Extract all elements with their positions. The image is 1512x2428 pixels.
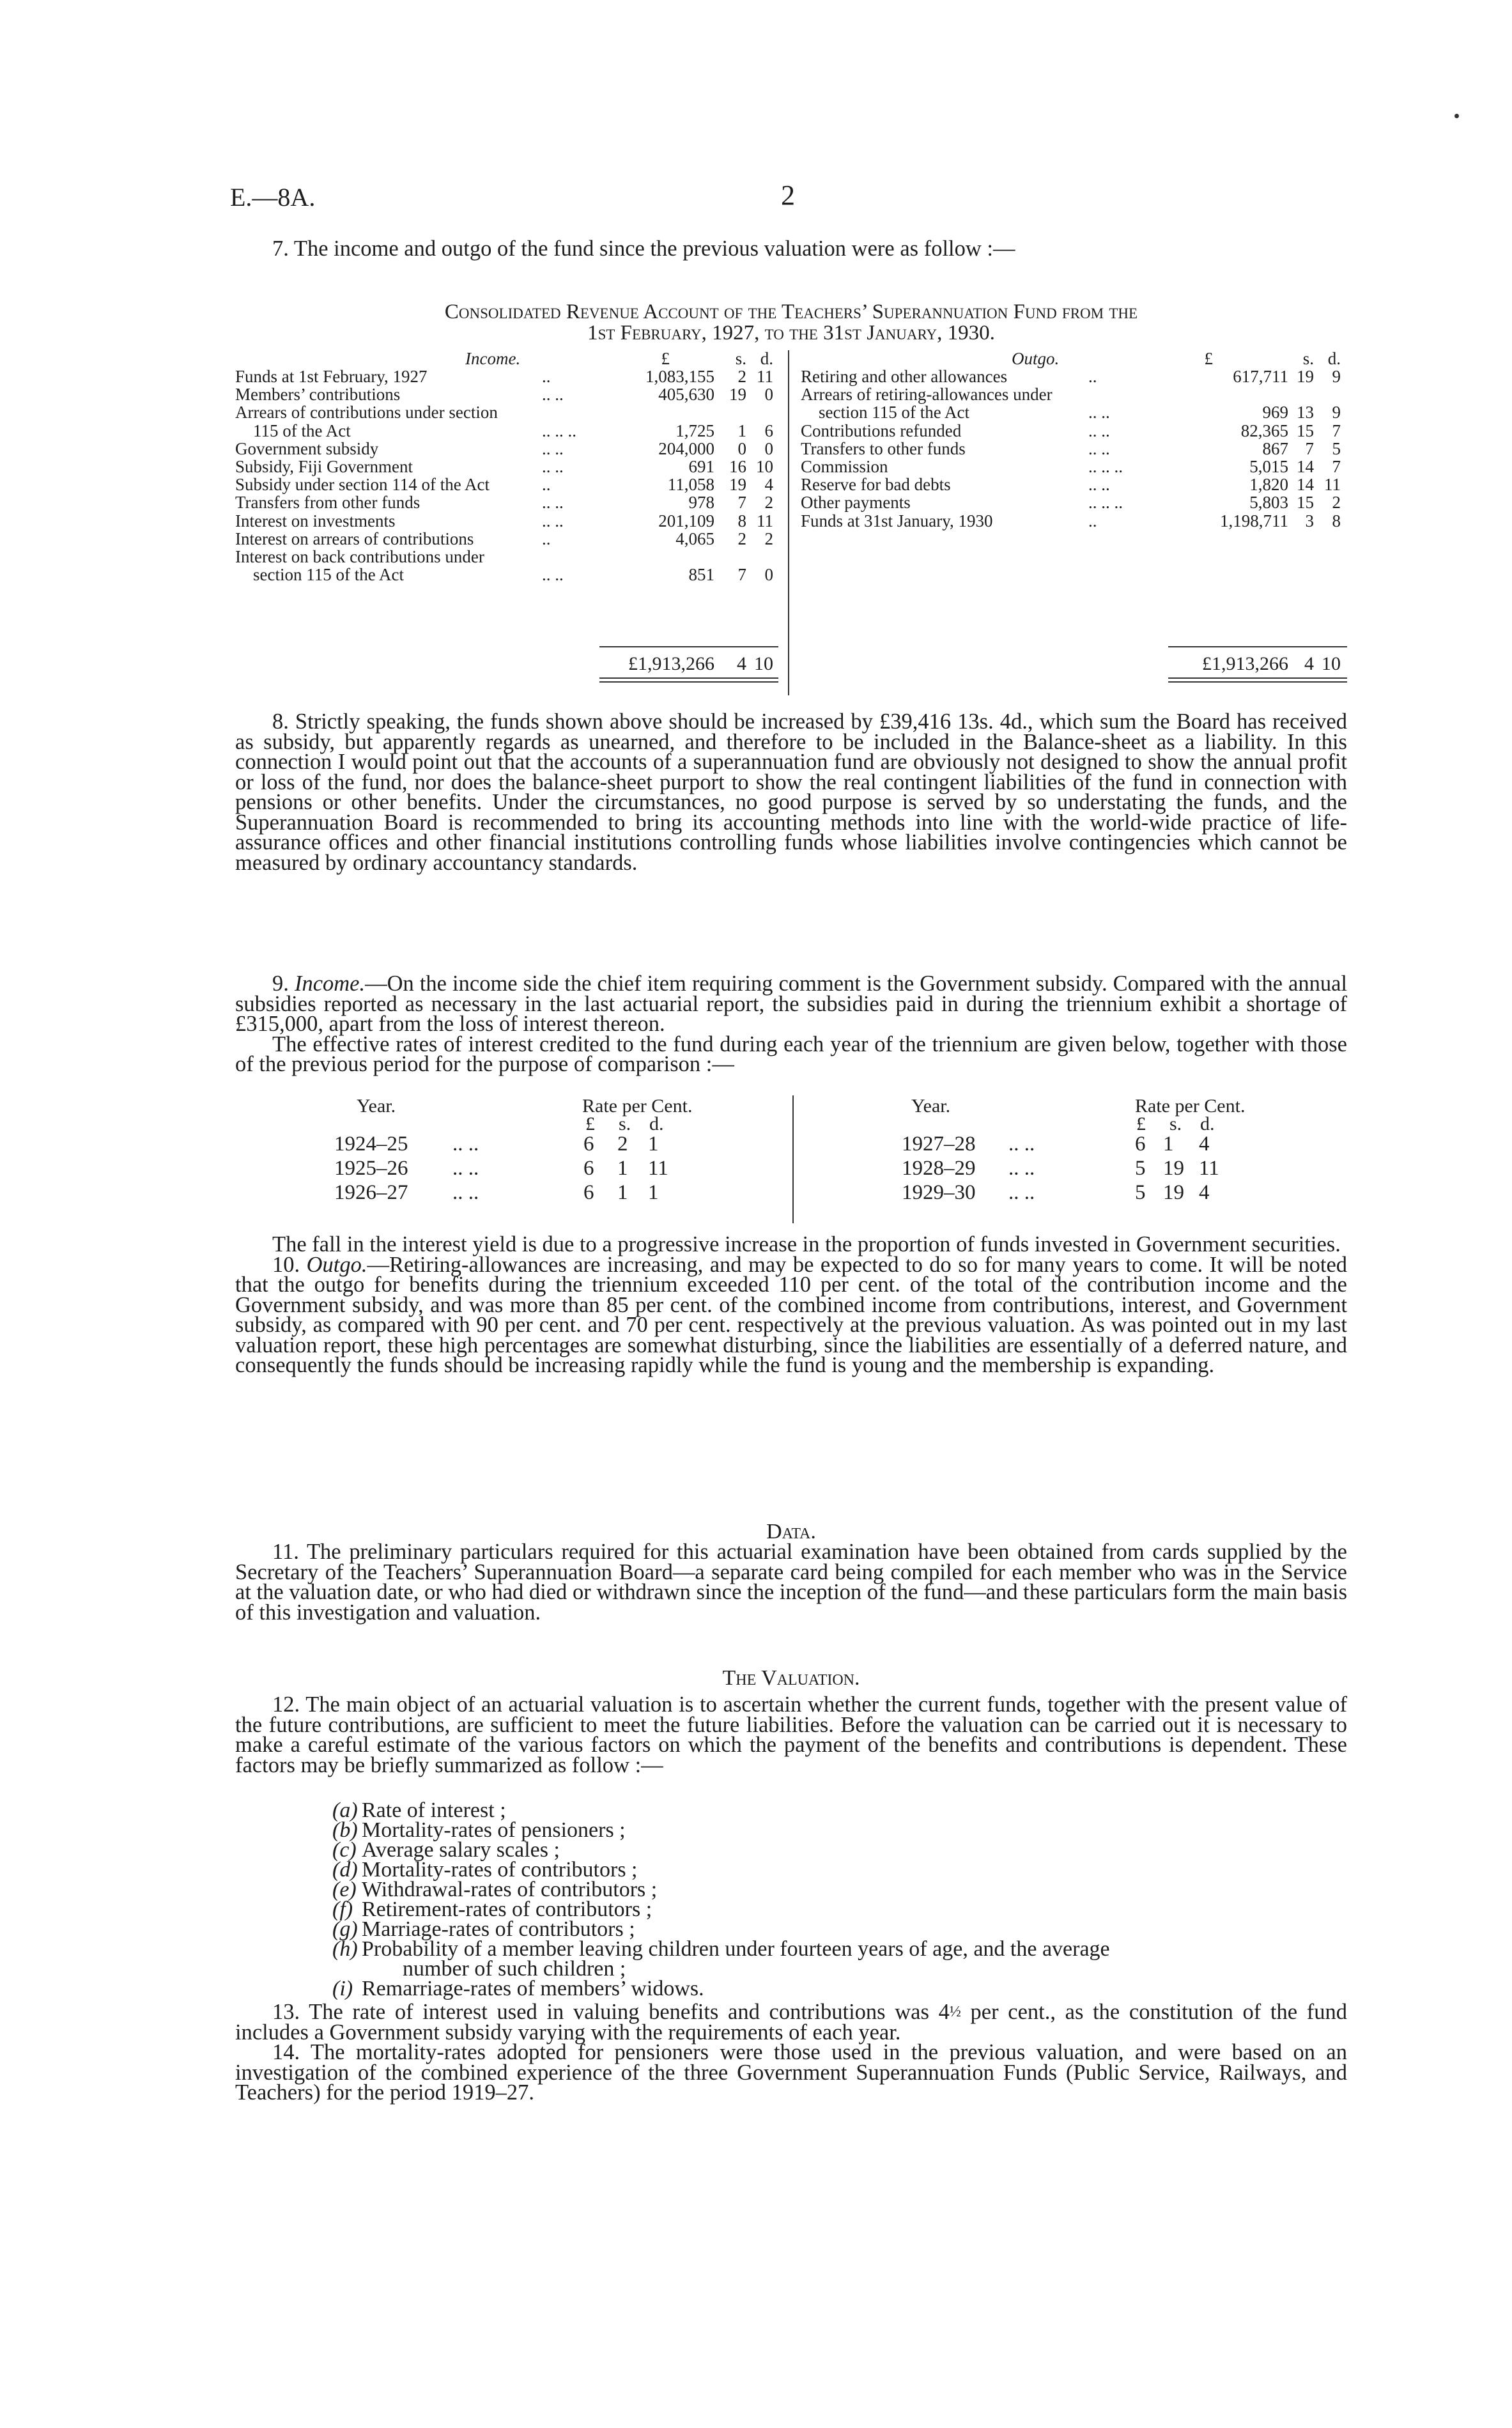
- paragraph-14-text: 14. The mortality-rates adopted for pensioners were those used in the previous valuation, and were based on an investigation of the combined experience of the three Government Superannuation Funds (Public Service, Railways, and Teachers) for the period 1919–27.: [235, 2040, 1347, 2105]
- interest-rate-table: [235, 1095, 1347, 1223]
- outgo-shilling-header: s.: [1302, 349, 1314, 368]
- paragraph-10-body: —Retiring-allowances are increasing, and may be expected to do so for many years to come. It will be noted that the outgo for benefits during the triennium exceeded 110 per cent. of the total of the contribution income and the Government subsidy, and was more than 85 per cent. of the combined income from contributions, interest, and Government subsidy, as compared with 90 per cent. and 70 per cent. respectively at the previous valuation. As was pointed out in my last valuation report, these high percentages are somewhat disturbing, since the liabilities are essentially of a deferred nature, and consequently the funds should be increasing rapidly while the fund is young and the membership is expanding.: [235, 1252, 1348, 1377]
- outgo-row-leader: ..: [1088, 511, 1097, 530]
- outgo-row-pence: 11: [1324, 475, 1341, 495]
- income-row: [235, 386, 791, 404]
- income-row: [235, 476, 791, 494]
- account-divider: [788, 350, 789, 695]
- outgo-rule-bottom: [1168, 677, 1347, 679]
- outgo-row-label: Transfers to other funds: [801, 438, 966, 458]
- rates-pounds: 6: [583, 1181, 594, 1204]
- income-row-label: Interest on arrears of contributions: [235, 529, 474, 548]
- paragraph-10-text: [235, 1252, 1348, 1377]
- paragraph-11-text: 11. The preliminary particulars required for this actuarial examination have been obtained from cards supplied by the Secretary of the Teachers’ Superannuation Board—a separate card being compiled for each member who was in the Service at the valuation date, or who had died or withdrawn since the inception of the fund—and these particulars form the main basis of this investigation and valuation.: [235, 1540, 1347, 1625]
- paragraph-13-14: [235, 2002, 1347, 2103]
- outgo-pound-header: £: [1204, 349, 1213, 368]
- income-row-pounds: 201,109: [658, 511, 714, 530]
- paragraph-13-fraction: ½: [949, 2004, 961, 2020]
- income-shilling-header: s.: [735, 349, 746, 368]
- outgo-rule-bottom-2: [1168, 681, 1347, 683]
- rates-pence: 1: [648, 1181, 659, 1204]
- outgo-row-pounds: 867: [1262, 438, 1288, 458]
- outgo-row-leader: ..: [1088, 367, 1097, 386]
- income-row-leader: .. ..: [542, 385, 564, 405]
- outgo-row-shillings: 14: [1297, 457, 1314, 476]
- outgo-total-row: [791, 655, 1347, 673]
- paragraph-12-text: 12. The main object of an actuarial valuation is to ascertain whether the current funds, together with the present value of the future contributions, are sufficient to meet the future liabilities. Before the valuation can be carried out it is necessary to make a careful estimate of the various factors on which the payment of the benefits and contributions is dependent. These factors may be briefly summarized as follow :—: [235, 1692, 1347, 1777]
- paragraph-11: [235, 1542, 1347, 1623]
- outgo-heading: Outgo.: [1012, 349, 1060, 368]
- paragraph-8: [235, 709, 1347, 875]
- income-row: [235, 404, 791, 422]
- paragraph-10-lead: Outgo.: [306, 1252, 367, 1277]
- factor-text: Mortality-rates of pensioners ;: [362, 1818, 626, 1842]
- rates-left-rate-header: Rate per Cent.: [582, 1095, 693, 1117]
- paragraph-13-text: [235, 2002, 1347, 2043]
- income-row-label: section 115 of the Act: [253, 565, 404, 585]
- income-rule-bottom: [599, 677, 778, 679]
- outgo-header-row: [791, 350, 1347, 368]
- account-title-line-1: Consolidated Revenue Account of the Teachers’ Superannuation Fund from the: [444, 300, 1138, 323]
- income-rule-bottom-2: [599, 681, 778, 683]
- income-row-pence: 2: [764, 529, 773, 548]
- rates-year: 1927–28: [902, 1133, 976, 1156]
- outgo-row: [801, 476, 1357, 494]
- income-row-leader: ..: [542, 529, 551, 548]
- income-row-leader: ..: [542, 475, 551, 495]
- rates-year: 1929–30: [902, 1181, 976, 1204]
- rates-pence: 4: [1199, 1133, 1210, 1156]
- outgo-row-shillings: 15: [1297, 493, 1314, 513]
- outgo-pence-header: d.: [1327, 349, 1341, 368]
- outgo-row: [801, 513, 1357, 530]
- data-heading: Data.: [766, 1520, 816, 1543]
- factor-text: Probability of a member leaving children under fourteen years of age, and the average: [362, 1937, 1110, 1961]
- rates-right-shilling-unit: s.: [1169, 1113, 1182, 1134]
- income-row-pence: 0: [764, 565, 773, 585]
- rates-shillings: 1: [1163, 1133, 1174, 1156]
- paragraph-8-text: 8. Strictly speaking, the funds shown above should be increased by £39,416 13s. 4d., which sum the Board has received as subsidy, but apparently regards as unearned, and therefore to be included in the Balance-sheet as a liability. In this connection I would point out that the accounts of a superannuation fund are obviously not designed to show the annual profit or loss of the fund, nor does the balance-sheet purport to show the real contingent liabilities of the fund in connection with pensions or other benefits. Under the circumstances, no good purpose is served by so understating the funds, and the Superannuation Board is recommended to bring its accounting methods into line with the world-wide practice of life-assurance offices and other financial institutions controlling funds whose liabilities involve contingencies which cannot be measured by ordinary accountancy standards.: [235, 709, 1347, 875]
- income-row-pounds: 11,058: [667, 475, 714, 495]
- factor-key: (e): [332, 1878, 357, 1901]
- income-row-leader: .. ..: [542, 493, 564, 513]
- income-row-pence: 10: [756, 457, 773, 476]
- income-total-pence: 10: [754, 653, 773, 674]
- factor-key: (g): [332, 1917, 358, 1941]
- outgo-row-pence: 5: [1332, 438, 1341, 458]
- income-heading: Income.: [465, 349, 521, 368]
- rates-shillings: 1: [617, 1181, 628, 1204]
- outgo-row-leader: .. .. ..: [1088, 493, 1123, 513]
- income-row-label: Interest on back contributions under: [235, 547, 484, 566]
- outgo-row: [801, 386, 1357, 404]
- outgo-row: [801, 458, 1357, 476]
- outgo-row-pounds: 5,803: [1249, 493, 1288, 513]
- rates-shillings: 19: [1163, 1157, 1184, 1180]
- outgo-row-label: Funds at 31st January, 1930: [801, 511, 993, 530]
- income-total-pounds: £1,913,266: [628, 653, 714, 674]
- income-row: [235, 530, 791, 548]
- income-row-label: Subsidy, Fiji Government: [235, 457, 413, 476]
- income-row-pence: 0: [764, 385, 773, 405]
- rates-leader: .. ..: [452, 1133, 479, 1156]
- income-row-pounds: 851: [688, 565, 714, 585]
- income-row: [235, 458, 791, 476]
- income-row-label: 115 of the Act: [253, 421, 351, 440]
- paragraph-13-body-b: per cent., as the constitution of the fund includes a Government subsidy varying with the requirements of each year.: [235, 2000, 1347, 2045]
- income-row-pence: 6: [764, 421, 773, 440]
- outgo-row-shillings: 19: [1297, 367, 1314, 386]
- outgo-row: [801, 404, 1357, 422]
- outgo-row-label: section 115 of the Act: [819, 403, 969, 422]
- outgo-row-leader: .. ..: [1088, 438, 1110, 458]
- outgo-row-pence: 7: [1332, 421, 1341, 440]
- outgo-row-label: Other payments: [801, 493, 911, 513]
- income-rule-top: [599, 646, 778, 647]
- outgo-row: [801, 440, 1357, 458]
- outgo-total-pounds: £1,913,266: [1202, 653, 1288, 674]
- rates-pence: 11: [648, 1157, 668, 1180]
- income-row: [235, 368, 791, 386]
- factor-text: number of such children ;: [403, 1957, 626, 1981]
- income-row: [235, 566, 791, 584]
- rates-leader: .. ..: [1008, 1133, 1035, 1156]
- paragraph-9b-text: The effective rates of interest credited to the fund during each year of the triennium are given below, together with those of the previous period for the purpose of comparison :—: [235, 1032, 1347, 1076]
- income-row-shillings: 2: [737, 529, 746, 548]
- rates-leader: .. ..: [452, 1181, 479, 1204]
- income-row-pounds: 1,725: [675, 421, 714, 440]
- rates-pounds: 5: [1135, 1157, 1146, 1180]
- intro-paragraph: [235, 236, 1347, 261]
- income-row-shillings: 7: [737, 493, 746, 513]
- income-row-label: Transfers from other funds: [235, 493, 420, 513]
- income-row-pounds: 4,065: [675, 529, 714, 548]
- factor-text: Average salary scales ;: [362, 1838, 560, 1862]
- paragraph-fall-text: The fall in the interest yield is due to a progressive increase in the proportion of funds invested in Government securities.: [272, 1232, 1341, 1257]
- income-row-shillings: 0: [737, 438, 746, 458]
- revenue-account-table: [235, 350, 1347, 708]
- income-row: [235, 513, 791, 530]
- page-number: 2: [781, 180, 795, 211]
- income-row-pence: 4: [764, 475, 773, 495]
- outgo-row-pence: 9: [1332, 403, 1341, 422]
- income-row: [235, 548, 791, 566]
- factor-key: (b): [332, 1818, 358, 1842]
- income-row-label: Subsidy under section 114 of the Act: [235, 475, 490, 495]
- outgo-row-label: Contributions refunded: [801, 421, 962, 440]
- account-title-line-2: 1st February, 1927, to the 31st January, 1930.: [587, 321, 995, 344]
- outgo-row-pounds: 82,365: [1240, 421, 1288, 440]
- income-total-shillings: 4: [737, 653, 746, 674]
- outgo-row-pence: 9: [1332, 367, 1341, 386]
- outgo-row-pounds: 969: [1262, 403, 1288, 422]
- outgo-rule-top: [1168, 646, 1347, 647]
- paragraph-9-number: 9.: [272, 971, 289, 996]
- rates-right-pound-unit: £: [1136, 1113, 1146, 1134]
- income-row-leader: .. ..: [542, 565, 564, 585]
- rates-left-shilling-unit: s.: [619, 1113, 631, 1134]
- income-row-leader: .. ..: [542, 511, 564, 530]
- income-row-pounds: 691: [688, 457, 714, 476]
- outgo-row-pounds: 5,015: [1249, 457, 1288, 476]
- outgo-row-pence: 2: [1332, 493, 1341, 513]
- income-row-label: Funds at 1st February, 1927: [235, 367, 428, 386]
- income-row-leader: .. ..: [542, 438, 564, 458]
- income-row-leader: ..: [542, 367, 551, 386]
- rates-leader: .. ..: [452, 1157, 479, 1180]
- paragraph-9: [235, 971, 1348, 1076]
- outgo-row-leader: .. .. ..: [1088, 457, 1123, 476]
- income-row-shillings: 2: [737, 367, 746, 386]
- outgo-row-leader: .. ..: [1088, 403, 1110, 422]
- outgo-row-label: Reserve for bad debts: [801, 475, 951, 495]
- income-row-leader: .. ..: [542, 457, 564, 476]
- rates-pence: 11: [1199, 1157, 1219, 1180]
- outgo-row: [801, 368, 1357, 386]
- income-row-shillings: 1: [737, 421, 746, 440]
- outgo-row-pence: 8: [1332, 511, 1341, 530]
- rates-left-pound-unit: £: [585, 1113, 595, 1134]
- outgo-row: [801, 494, 1357, 512]
- income-row-shillings: 19: [729, 385, 746, 405]
- income-row-pence: 0: [764, 438, 773, 458]
- rates-pence: 1: [648, 1133, 659, 1156]
- outgo-row-shillings: 15: [1297, 421, 1314, 440]
- paragraph-9-lead: Income.: [294, 971, 366, 996]
- income-row-pence: 11: [757, 511, 773, 530]
- income-row: [235, 422, 791, 440]
- factor-key: (f): [332, 1898, 353, 1921]
- factor-key: (d): [332, 1858, 358, 1882]
- paragraph-9-text: [235, 971, 1348, 1036]
- rates-shillings: 19: [1163, 1181, 1184, 1204]
- factor-text: Retirement-rates of contributors ;: [362, 1898, 652, 1921]
- document-reference: E.—8A.: [230, 183, 316, 212]
- rates-year: 1925–26: [334, 1157, 408, 1180]
- rates-year: 1924–25: [334, 1133, 408, 1156]
- paragraph-9-body: —On the income side the chief item requiring comment is the Government subsidy. Compared with the annual subsidies reported as necessary in the last actuarial report, the subsidies paid in during the triennium exhibit a shortage of £315,000, apart from the loss of interest thereon.: [235, 971, 1348, 1036]
- rates-divider: [792, 1095, 794, 1223]
- rates-pounds: 6: [1135, 1133, 1146, 1156]
- outgo-row-label: Arrears of retiring-allowances under: [801, 385, 1053, 405]
- rates-pounds: 5: [1135, 1181, 1146, 1204]
- income-row-shillings: 8: [737, 511, 746, 530]
- outgo-row-pounds: 1,820: [1249, 475, 1288, 495]
- paragraph-10-number: 10.: [272, 1252, 300, 1277]
- rates-shillings: 1: [617, 1157, 628, 1180]
- outgo-row: [801, 422, 1357, 440]
- outgo-row-label: Retiring and other allowances: [801, 367, 1008, 386]
- factor-key: (h): [332, 1937, 358, 1961]
- income-row-shillings: 16: [729, 457, 746, 476]
- rates-right-year-header: Year.: [911, 1095, 951, 1117]
- rates-left-year-header: Year.: [357, 1095, 396, 1117]
- intro-text: 7. The income and outgo of the fund since the previous valuation were as follow :—: [272, 236, 1015, 261]
- outgo-row-shillings: 3: [1305, 511, 1314, 530]
- outgo-total-shillings: 4: [1304, 653, 1314, 674]
- income-row-label: Government subsidy: [235, 438, 379, 458]
- margin-dot: [1454, 114, 1459, 118]
- income-row-pence: 2: [764, 493, 773, 513]
- rates-leader: .. ..: [1008, 1157, 1035, 1180]
- outgo-row-label: Commission: [801, 457, 888, 476]
- rates-pounds: 6: [583, 1133, 594, 1156]
- outgo-total-pence: 10: [1322, 653, 1341, 674]
- outgo-row-pence: 7: [1332, 457, 1341, 476]
- rates-pence: 4: [1199, 1181, 1210, 1204]
- income-pence-header: d.: [760, 349, 773, 368]
- factor-text: Withdrawal-rates of contributors ;: [362, 1878, 658, 1901]
- outgo-row-leader: .. ..: [1088, 421, 1110, 440]
- income-row-pounds: 405,630: [658, 385, 714, 405]
- outgo-row-pounds: 617,711: [1233, 367, 1288, 386]
- factor-key: (c): [332, 1838, 357, 1862]
- income-row-label: Members’ contributions: [235, 385, 401, 405]
- income-row-shillings: 19: [729, 475, 746, 495]
- rates-year: 1928–29: [902, 1157, 976, 1180]
- valuation-heading: The Valuation.: [722, 1666, 860, 1690]
- outgo-row-shillings: 7: [1305, 438, 1314, 458]
- income-row: [235, 494, 791, 512]
- paragraph-13-body-a: 13. The rate of interest used in valuing benefits and contributions was 4: [272, 2000, 950, 2024]
- income-row-pounds: 204,000: [658, 438, 714, 458]
- factor-key: (a): [332, 1798, 358, 1822]
- income-row-label: Interest on investments: [235, 511, 396, 530]
- paragraph-12: [235, 1692, 1347, 1777]
- rates-shillings: 2: [617, 1133, 628, 1156]
- income-row-pounds: 978: [688, 493, 714, 513]
- factor-text: Mortality-rates of contributors ;: [362, 1858, 638, 1882]
- outgo-row-leader: .. ..: [1088, 475, 1110, 495]
- income-row-label: Arrears of contributions under section: [235, 403, 498, 422]
- income-row-pence: 11: [757, 367, 773, 386]
- income-row-pounds: 1,083,155: [645, 367, 714, 386]
- income-total-row: [235, 655, 791, 673]
- factor-text: Rate of interest ;: [362, 1798, 506, 1822]
- outgo-row-pounds: 1,198,711: [1220, 511, 1288, 530]
- income-header-row: [235, 350, 791, 368]
- income-row-leader: .. .. ..: [542, 421, 576, 440]
- rates-right-rate-header: Rate per Cent.: [1135, 1095, 1246, 1117]
- income-pound-header: £: [661, 349, 670, 368]
- outgo-row-shillings: 14: [1297, 475, 1314, 495]
- rates-year: 1926–27: [334, 1181, 408, 1204]
- income-row: [235, 440, 791, 458]
- income-row-shillings: 7: [737, 565, 746, 585]
- rates-pounds: 6: [583, 1157, 594, 1180]
- rates-right-pence-unit: d.: [1200, 1113, 1215, 1134]
- factor-text: Remarriage-rates of members’ widows.: [362, 1977, 704, 2000]
- paragraph-fall: [235, 1232, 1348, 1377]
- factor-text: Marriage-rates of contributors ;: [362, 1917, 635, 1941]
- factor-key: (i): [332, 1977, 353, 2000]
- rates-leader: .. ..: [1008, 1181, 1035, 1204]
- outgo-row-shillings: 13: [1297, 403, 1314, 422]
- rates-left-pence-unit: d.: [649, 1113, 664, 1134]
